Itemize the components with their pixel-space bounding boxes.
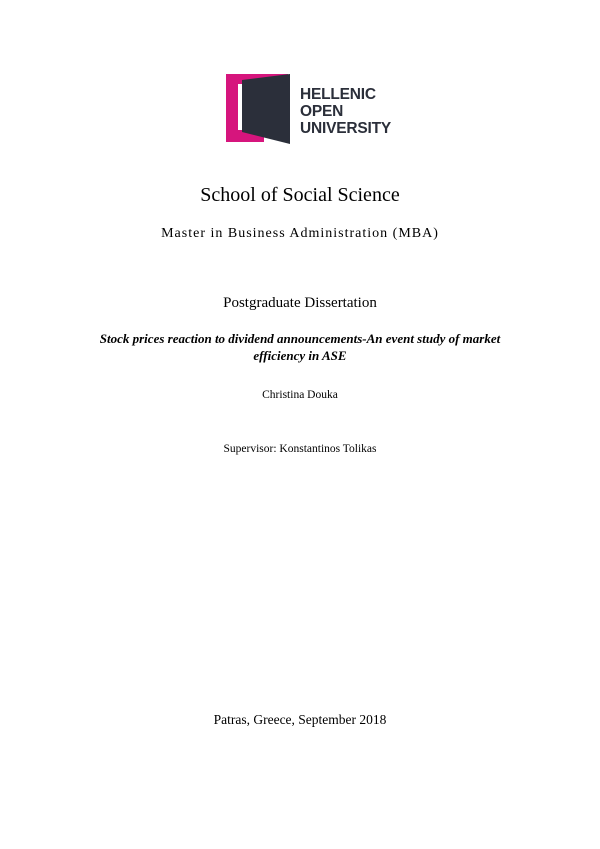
logo-line-2: OPEN — [300, 103, 344, 120]
author-name: Christina Douka — [262, 389, 338, 401]
hellenic-open-university-logo-mark — [224, 72, 294, 146]
university-logo — [224, 72, 404, 146]
degree-program: Master in Business Administration (MBA) — [161, 226, 439, 241]
dissertation-title — [0, 330, 600, 364]
logo-line-3: UNIVERSITY — [300, 120, 392, 137]
supervisor-name: Supervisor: Konstantinos Tolikas — [223, 443, 377, 455]
dissertation-type: Postgraduate Dissertation — [223, 295, 377, 311]
dissertation-title-line-2: efficiency in ASE — [253, 348, 347, 363]
logo-line-1: HELLENIC — [300, 86, 376, 103]
logo-wordmark — [300, 86, 391, 137]
school-name: School of Social Science — [200, 184, 400, 206]
place-and-date: Patras, Greece, September 2018 — [213, 712, 387, 727]
dissertation-title-line-1: Stock prices reaction to dividend announcements-An event study of market — [99, 331, 501, 346]
